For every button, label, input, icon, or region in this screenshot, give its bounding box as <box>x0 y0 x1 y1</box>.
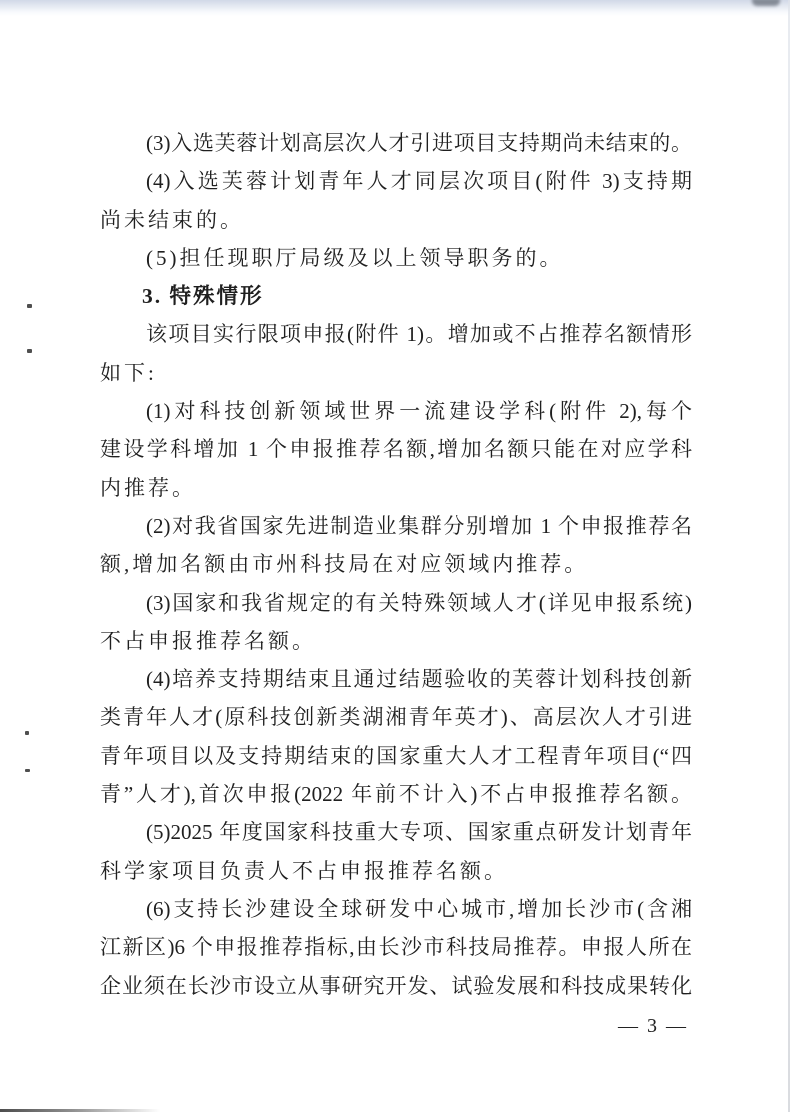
text-line: 不占申报推荐名额。 <box>100 628 316 653</box>
ink-speck <box>27 304 32 308</box>
text-line: (3)国家和我省规定的有关特殊领域人才(详见申报系统) <box>146 590 692 615</box>
text-line: 江新区)6 个申报推荐指标,由长沙市科技局推荐。申报人所在 <box>100 935 692 960</box>
text-line: 尚未结束的。 <box>100 207 244 232</box>
text-line: 科学家项目负责人不占申报推荐名额。 <box>100 858 508 883</box>
text-line: (3)入选芙蓉计划高层次人才引进项目支持期尚未结束的。 <box>146 131 692 155</box>
text-line: (4)培养支持期结束且通过结题验收的芙蓉计划科技创新 <box>146 667 692 692</box>
document-body <box>100 124 692 1005</box>
scan-corner-smudge-artifact <box>752 0 780 6</box>
text-line: 青”人才),首次申报(2022 年前不计入)不占申报推荐名额。 <box>100 782 692 807</box>
text-line: 内推荐。 <box>100 475 196 500</box>
text-line: (5)担任现职厅局级及以上领导职务的。 <box>146 245 564 270</box>
text-line: 如下: <box>100 360 157 385</box>
text-line: 该项目实行限项申报(附件 1)。增加或不占推荐名额情形 <box>146 322 692 347</box>
text-line: (5)2025 年度国家科技重大专项、国家重点研发计划青年 <box>146 820 692 845</box>
text-line: (4)入选芙蓉计划青年人才同层次项目(附件 3)支持期 <box>146 169 692 194</box>
ink-speck <box>27 349 32 353</box>
text-line: 额,增加名额由市州科技局在对应领域内推荐。 <box>100 552 589 577</box>
text-line: 建设学科增加 1 个申报推荐名额,增加名额只能在对应学科 <box>100 437 692 462</box>
scan-top-edge-artifact <box>0 0 790 16</box>
ink-speck <box>25 731 29 735</box>
text-line: 类青年人才(原科技创新类湖湘青年英才)、高层次人才引进 <box>100 705 692 730</box>
ink-speck <box>25 769 30 772</box>
section-heading: 3. 特殊情形 <box>142 284 264 309</box>
page-number: — 3 — <box>618 1015 688 1037</box>
text-line: (1)对科技创新领域世界一流建设学科(附件 2),每个 <box>146 399 692 424</box>
text-line: (6)支持长沙建设全球研发中心城市,增加长沙市(含湘 <box>146 896 692 921</box>
text-line: 企业须在长沙市设立从事研究开发、试验发展和科技成果转化 <box>100 973 692 998</box>
text-line: 青年项目以及支持期结束的国家重大人才工程青年项目(“四 <box>100 743 692 768</box>
text-line: (2)对我省国家先进制造业集群分别增加 1 个申报推荐名 <box>146 513 692 538</box>
